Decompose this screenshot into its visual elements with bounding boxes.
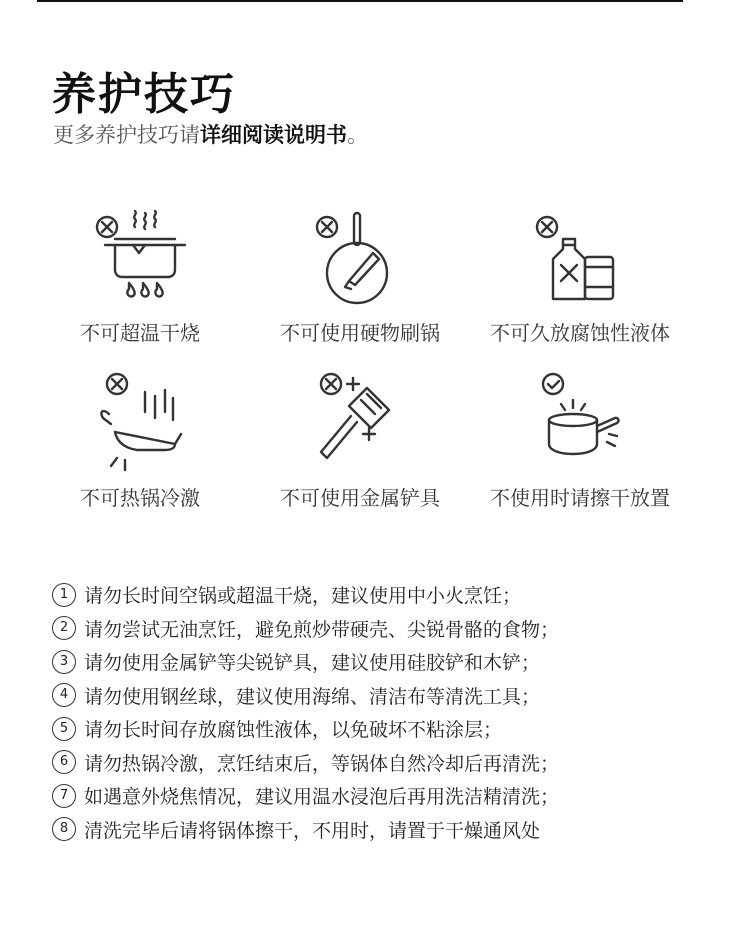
forbidden-icon [97,217,117,237]
tip-number: 5 [52,717,76,741]
tip-text: 请勿长时间存放腐蚀性液体，以免破坏不粘涂层； [84,719,503,741]
tip-number: 7 [52,784,76,808]
dry-saucepan-icon [525,370,635,475]
care-label: 不可超温干烧 [80,321,200,345]
list-item [52,781,692,815]
tip-text: 清洗完毕后请将锅体擦干，不用时，请置于干燥通风处 [84,819,541,842]
subtitle-emphasis: 详细阅读说明书 [200,123,347,147]
care-label: 不可久放腐蚀性液体 [490,321,670,345]
page-title: 养护技巧 [52,69,236,120]
care-item-corrosive [470,205,690,365]
tip-text: 请勿热锅冷激，烹饪结束后，等锅体自然冷却后再清洗； [84,752,560,775]
metal-spatula-icon [305,370,415,475]
care-item-dry-storage [470,370,690,530]
forbidden-icon [537,217,557,237]
care-label: 不可热锅冷激 [80,486,200,510]
list-item [52,681,692,715]
tip-number: 2 [52,616,76,640]
list-item [52,614,692,648]
subtitle-suffix: 。 [347,123,368,147]
care-label: 不可使用硬物刷锅 [280,321,440,345]
forbidden-icon [317,217,337,237]
care-item-dry-burn [30,205,250,365]
hot-pan-splash-icon [85,370,195,475]
list-item [52,748,692,782]
check-icon [543,374,563,394]
care-item-thermal-shock [30,370,250,530]
tip-text: 请勿长时间空锅或超温干烧，建议使用中小火烹饪； [84,585,522,607]
tip-number: 1 [52,583,76,607]
tip-number: 6 [52,750,76,774]
care-label: 不使用时请擦干放置 [490,486,670,510]
care-label: 不可使用金属铲具 [280,486,440,510]
list-item [52,815,692,849]
care-item-hard-brush [250,205,470,365]
chemical-bottle-icon [525,205,635,310]
subtitle-prefix: 更多养护技巧请 [53,123,200,147]
pan-knife-icon [305,205,415,310]
forbidden-icon [107,374,127,394]
list-item [52,647,692,681]
list-item [52,714,692,748]
tip-number: 8 [52,817,76,841]
page-subtitle [53,119,368,149]
tip-text: 请勿使用钢丝球，建议使用海绵、清洁布等清洗工具； [84,685,541,708]
tip-text: 如遇意外烧焦情况，建议用温水浸泡后再用洗洁精清洗； [84,786,560,808]
tip-text: 请勿尝试无油烹饪，避免煎炒带硬壳、尖锐骨骼的食物； [84,618,560,641]
top-divider [37,0,683,2]
list-item [52,580,692,614]
care-item-metal-utensil [250,370,470,530]
forbidden-icon [321,374,341,394]
tip-number: 4 [52,683,76,707]
care-tips-list [52,580,692,848]
tip-number: 3 [52,650,76,674]
tip-text: 请勿使用金属铲等尖锐铲具，建议使用硅胶铲和木铲； [84,652,541,674]
boiling-pot-icon [85,205,195,310]
